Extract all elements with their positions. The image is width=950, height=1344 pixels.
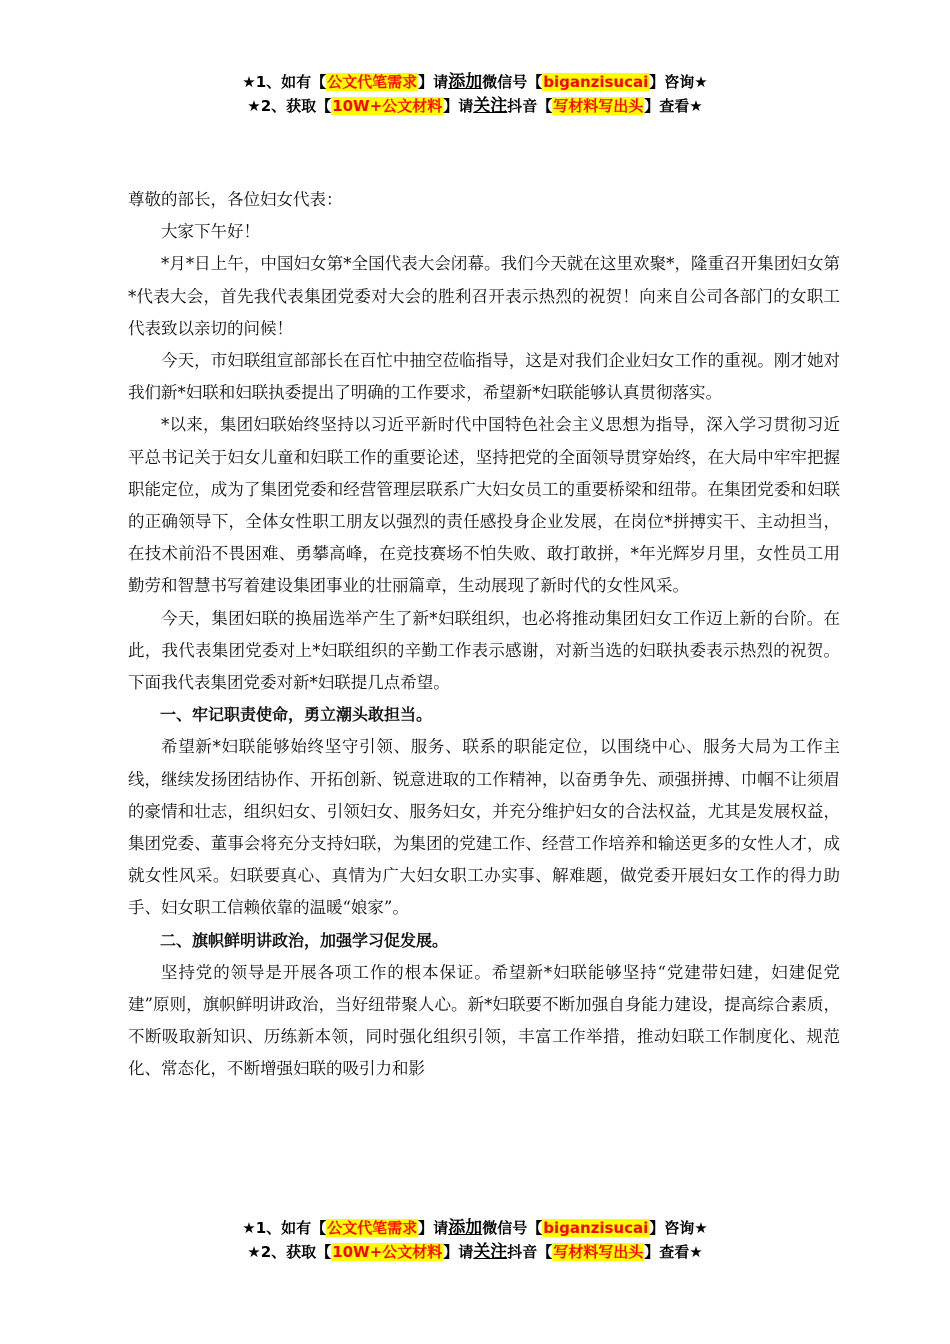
banner-text: ★1、如有【	[242, 73, 327, 91]
document-body	[128, 184, 840, 1086]
banner-highlight: 10W+公文材料	[332, 1243, 443, 1261]
banner-highlight: biganzisucai	[543, 1219, 649, 1237]
banner-text: 】请	[443, 97, 474, 115]
greeting: 大家下午好！	[161, 222, 260, 242]
paragraph: 今天，市妇联组宣部部长在百忙中抽空莅临指导，这是对我们企业妇女工作的重视。刚才她对我们新*妇联和妇联执委提出了明确的工作要求，希望新*妇联能够认真贯彻落实。	[128, 351, 840, 403]
paragraph: 希望新*妇联能够始终坚守引领、服务、联系的职能定位，以围绕中心、服务大局为工作主线，继续发扬团结协作、开拓创新、锐意进取的工作精神，以奋勇争先、顽强拼搏、巾帼不让须眉的豪情和壮志，组织妇女、引领妇女、服务妇女，并充分维护妇女的合法权益，尤其是发展权益，集团党委、董事会将充分支持妇联，为集团的党建工作、经营工作培养和输送更多的女性人才，成就女性风采。妇联要真心、真情为广大妇女职工办实事、解难题，做党委开展妇女工作的得力助手、妇女职工信赖依靠的温暖“娘家”。	[128, 737, 840, 918]
banner-text: 】咨询★	[649, 73, 708, 91]
banner-text: 】查看★	[644, 97, 703, 115]
footer-banner	[0, 1216, 950, 1264]
banner-underlined: 关注	[473, 1242, 508, 1262]
header-banner	[0, 70, 950, 118]
banner-line-1	[0, 70, 950, 94]
banner-text: ★2、获取【	[247, 1243, 332, 1261]
banner-underlined: 添加	[448, 1218, 483, 1238]
paragraph: *以来，集团妇联始终坚持以习近平新时代中国特色社会主义思想为指导，深入学习贯彻习近平总书记关于妇女儿童和妇联工作的重要论述，坚持把党的全面领导贯穿始终，在大局中牢牢把握职能定位，成为了集团党委和经营管理层联系广大妇女员工的重要桥梁和纽带。在集团党委和妇联的正确领导下，全体女性职工朋友以强烈的责任感投身企业发展，在岗位*拼搏实干、主动担当，在技术前沿不畏困难、勇攀高峰，在竞技赛场不怕失败、敢打敢拼，*年光辉岁月里，女性员工用勤劳和智慧书写着建设集团事业的壮丽篇章，生动展现了新时代的女性风采。	[128, 415, 840, 596]
salutation: 尊敬的部长，各位妇女代表：	[128, 190, 343, 209]
banner-text: 抖音【	[507, 1243, 553, 1261]
banner-text: 】查看★	[644, 1243, 703, 1261]
banner-text: 】请	[418, 1219, 449, 1237]
banner-line-1	[0, 1216, 950, 1240]
section-heading: 一、牢记职责使命，勇立潮头敢担当。	[160, 705, 433, 725]
banner-text: 抖音【	[507, 97, 553, 115]
banner-text: 】咨询★	[649, 1219, 708, 1237]
banner-text: 】请	[418, 73, 449, 91]
banner-text: ★2、获取【	[247, 97, 332, 115]
section-heading: 二、旗帜鲜明讲政治，加强学习促发展。	[160, 930, 449, 950]
banner-highlight: 写材料写出头	[553, 97, 644, 115]
banner-underlined: 添加	[448, 72, 483, 92]
banner-underlined: 关注	[473, 96, 508, 116]
banner-text: 微信号【	[482, 73, 543, 91]
banner-highlight: 公文代笔需求	[327, 1219, 418, 1237]
banner-highlight: 公文代笔需求	[327, 73, 418, 91]
paragraph: 今天，集团妇联的换届选举产生了新*妇联组织，也必将推动集团妇女工作迈上新的台阶。在此，我代表集团党委对上*妇联组织的辛勤工作表示感谢，对新当选的妇联执委表示热烈的祝贺。下面我代表集团党委对新*妇联提几点希望。	[128, 608, 840, 693]
banner-highlight: biganzisucai	[543, 73, 649, 91]
banner-text: 】请	[443, 1243, 474, 1261]
banner-highlight: 10W+公文材料	[332, 97, 443, 115]
banner-text: ★1、如有【	[242, 1219, 327, 1237]
banner-line-2	[0, 1240, 950, 1264]
paragraph: 坚持党的领导是开展各项工作的根本保证。希望新*妇联能够坚持“党建带妇建，妇建促党建”原则，旗帜鲜明讲政治，当好纽带聚人心。新*妇联要不断加强自身能力建设，提高综合素质，不断吸取新知识、历练新本领，同时强化组织引领，丰富工作举措，推动妇联工作制度化、规范化、常态化，不断增强妇联的吸引力和影	[128, 962, 840, 1079]
paragraph: *月*日上午，中国妇女第*全国代表大会闭幕。我们今天就在这里欢聚*，隆重召开集团妇女第*代表大会，首先我代表集团党委对大会的胜利召开表示热烈的祝贺！向来自公司各部门的女职工代表致以亲切的问候！	[128, 254, 840, 338]
banner-text: 微信号【	[482, 1219, 543, 1237]
banner-highlight: 写材料写出头	[553, 1243, 644, 1261]
banner-line-2	[0, 94, 950, 118]
